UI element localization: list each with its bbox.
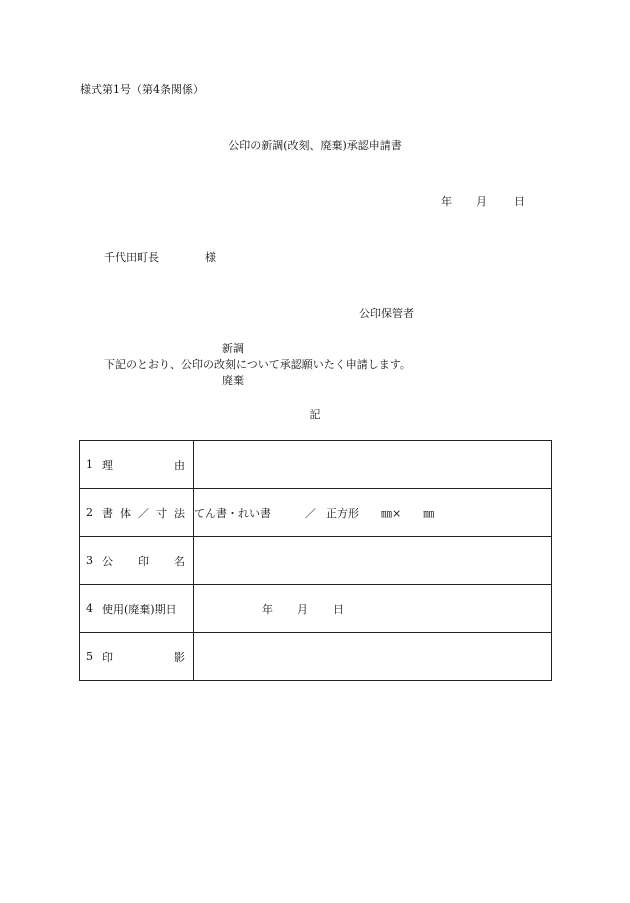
label-use-date (80, 585, 194, 633)
value-style-size[interactable] (194, 489, 552, 537)
table-row (80, 633, 552, 681)
row-number: 3 (86, 554, 93, 567)
option-recarve: 改刻 (214, 358, 236, 371)
label-char: 印 (138, 554, 149, 568)
table-row (80, 585, 552, 633)
label-char: 影 (174, 650, 185, 664)
ki-heading: 記 (309, 408, 321, 421)
request-text-after: について承認願いたく申請します。 (236, 358, 411, 371)
label-char: 寸 (156, 506, 167, 520)
row-number: 2 (86, 506, 93, 519)
label-seal-impression (80, 633, 194, 681)
date-year: 年 (441, 195, 452, 208)
label-char: 名 (174, 554, 185, 568)
document-title: 公印の新調(改刻、廃棄)承認申請書 (228, 139, 402, 152)
style-value: てん書・れい書 (194, 506, 271, 520)
label-char: 由 (174, 458, 185, 472)
size-mm-width: ㎜× (381, 506, 402, 520)
row-number: 1 (86, 458, 93, 471)
request-sentence (104, 356, 411, 372)
row-number: 5 (86, 650, 93, 663)
label-char: 体 (120, 506, 131, 520)
date-month: 月 (476, 195, 487, 208)
addressee (104, 249, 216, 265)
use-date-day: 日 (333, 602, 344, 616)
applicant-label: 公印保管者 (359, 307, 414, 320)
shape-value: 正方形 (326, 506, 359, 520)
row-number: 4 (86, 602, 93, 615)
label-char: 法 (174, 506, 185, 520)
label-style-size (80, 489, 194, 537)
label-text: 使用(廃棄)期日 (102, 602, 177, 616)
value-seal-impression[interactable] (194, 633, 552, 681)
use-date-year: 年 (262, 602, 273, 616)
value-seal-name[interactable] (194, 537, 552, 585)
table-row (80, 441, 552, 489)
label-char: ／ (138, 506, 149, 520)
table-row (80, 489, 552, 537)
date-day: 日 (514, 195, 525, 208)
label-char: 印 (102, 650, 113, 664)
label-reason (80, 441, 194, 489)
application-date (441, 193, 525, 209)
option-new: 新調 (222, 342, 244, 355)
style-slash: ／ (305, 506, 316, 520)
addressee-name: 千代田町長 (104, 251, 159, 264)
size-mm-height: ㎜ (423, 506, 435, 520)
label-seal-name (80, 537, 194, 585)
label-char: 書 (102, 506, 113, 520)
value-use-date[interactable] (194, 585, 552, 633)
option-dispose: 廃棄 (222, 374, 244, 387)
label-char: 理 (102, 458, 113, 472)
table-row (80, 537, 552, 585)
details-table (79, 440, 552, 681)
use-date-month: 月 (297, 602, 308, 616)
addressee-honorific: 様 (205, 251, 216, 264)
label-char: 公 (102, 554, 113, 568)
request-text-before: 下記のとおり、公印の (104, 358, 214, 371)
value-reason[interactable] (194, 441, 552, 489)
form-number: 様式第1号（第4条関係） (80, 83, 204, 96)
